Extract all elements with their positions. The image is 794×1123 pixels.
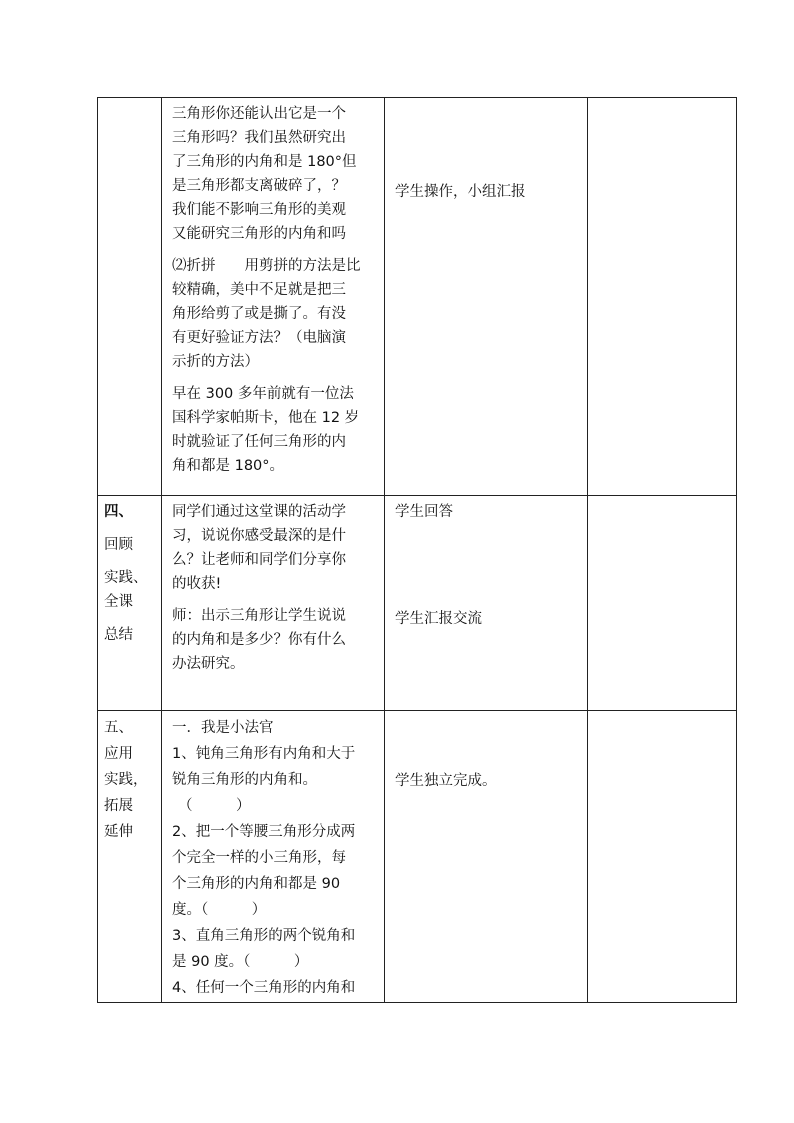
table-row [98, 98, 737, 496]
student-activity: 学生汇报交流 [395, 611, 482, 627]
text-line: 度。（ ） [172, 902, 267, 918]
text-line: 办法研究。 [172, 656, 245, 672]
text-line: 三角形你还能认出它是一个 [172, 106, 346, 122]
text-line: 有更好验证方法？（电脑演 [172, 330, 346, 346]
stage-label: 五、 [104, 720, 133, 736]
text-line: 1、钝角三角形有内角和大于 [172, 746, 356, 762]
student-activity: 学生操作，小组汇报 [395, 184, 526, 200]
student-activity: 学生回答 [395, 504, 453, 520]
text-line: 示折的方法） [172, 354, 259, 370]
text-line: 我们能不影响三角形的美观 [172, 202, 346, 218]
stage-cell [98, 98, 162, 496]
paragraph [172, 382, 378, 478]
stage-label: 延伸 [104, 824, 133, 840]
stage-cell [98, 711, 162, 1003]
paragraph [172, 102, 378, 246]
text-line: 2、把一个等腰三角形分成两 [172, 824, 356, 840]
text-line: 么？让老师和同学们分享你 [172, 552, 346, 568]
stage-label: 实践， [104, 772, 148, 788]
text-line: 师：出示三角形让学生说说 [172, 608, 346, 624]
stage-label: 全课 [104, 594, 133, 610]
paragraph [172, 254, 378, 374]
stage-cell [98, 496, 162, 711]
stage-label: 四、 [104, 504, 133, 520]
text-line: 角形给剪了或是撕了。有没 [172, 306, 346, 322]
text-line: 个三角形的内角和都是 90 [172, 876, 341, 892]
lesson-plan-table [97, 97, 737, 1003]
text-line: 锐角三角形的内角和。 [172, 772, 317, 788]
text-line: 4、任何一个三角形的内角和 [172, 980, 356, 996]
text-line: 是三角形都支离破碎了，？ [172, 178, 346, 194]
text-line: ⑵折拼 用剪拼的方法是比 [172, 258, 361, 274]
text-line: 的收获! [172, 576, 222, 592]
text-line: 个完全一样的小三角形，每 [172, 850, 346, 866]
student-cell [385, 98, 588, 496]
content-cell [162, 496, 385, 711]
stage-label: 回顾 [104, 537, 133, 553]
text-line: 的内角和是多少？你有什么 [172, 632, 346, 648]
table-row [98, 496, 737, 711]
text-line: 角和都是 180°。 [172, 458, 285, 474]
content-cell [162, 711, 385, 1003]
notes-cell [588, 711, 737, 1003]
text-line: 3、直角三角形的两个锐角和 [172, 928, 356, 944]
text-line: 国科学家帕斯卡，他在 12 岁 [172, 410, 360, 426]
student-cell [385, 496, 588, 711]
notes-cell [588, 496, 737, 711]
text-line: 同学们通过这堂课的活动学 [172, 504, 346, 520]
text-line: 早在 300 多年前就有一位法 [172, 386, 354, 402]
stage-label: 总结 [104, 627, 133, 643]
text-line: 较精确，美中不足就是把三 [172, 282, 346, 298]
student-cell [385, 711, 588, 1003]
text-line: 又能研究三角形的内角和吗 [172, 226, 346, 242]
text-line: 习，说说你感受最深的是什 [172, 528, 346, 544]
notes-cell [588, 98, 737, 496]
text-line: 了三角形的内角和是 180°但 [172, 154, 357, 170]
text-line: 是 90 度。（ ） [172, 954, 309, 970]
content-cell [162, 98, 385, 496]
paragraph [172, 604, 378, 676]
table-row [98, 711, 737, 1003]
text-line: 一．我是小法官 [172, 720, 274, 736]
answer-blank: （ ） [178, 798, 251, 814]
paragraph [172, 500, 378, 596]
stage-label: 拓展 [104, 798, 133, 814]
stage-label: 实践、 [104, 570, 148, 586]
text-line: 时就验证了任何三角形的内 [172, 434, 346, 450]
student-activity: 学生独立完成。 [395, 773, 497, 789]
text-line: 三角形吗？我们虽然研究出 [172, 130, 346, 146]
stage-label: 应用 [104, 746, 133, 762]
